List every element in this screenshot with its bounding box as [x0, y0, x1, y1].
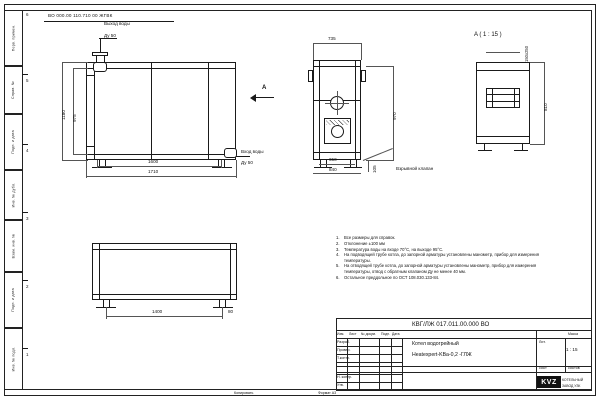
dim-ext-line — [97, 160, 98, 168]
dim-width-outer: 1710 — [148, 169, 159, 174]
top-caption: ВО 000.00 110.710 00 ЖГВК — [48, 13, 113, 18]
dim-ext-line — [366, 160, 394, 161]
row-mark-4: 4 — [26, 148, 29, 153]
main-view-panel-line — [208, 62, 209, 160]
dim-line-width-inner — [97, 166, 221, 167]
detail-base-line — [514, 150, 528, 151]
note-number: 1. — [336, 235, 340, 240]
margin-cell-6 — [4, 328, 22, 390]
note-item — [336, 241, 548, 246]
row-divider — [22, 348, 28, 349]
section-base-line — [344, 167, 362, 168]
title-block-rowline — [336, 346, 402, 347]
section-arrow-head — [250, 94, 256, 102]
dim-ext-line — [530, 62, 545, 63]
note-text: На подводящей трубе котла, до запорной арматуры установлены манометр, прибор для измерения температуры. — [344, 252, 539, 263]
note-number: 3. — [336, 246, 340, 252]
row-mark-5: 5 — [26, 78, 29, 83]
main-view-top-edge — [86, 68, 236, 69]
note-text: Все размеры для справок. — [344, 235, 396, 240]
company-line1: КОТЕЛЬНЫЙ — [562, 378, 584, 382]
margin-cell-1 — [4, 66, 22, 114]
dim-ext-line — [86, 160, 87, 178]
company-line2: ЗАВОД УЗК — [562, 384, 581, 388]
bottom-view-line — [92, 249, 237, 250]
dim-line-bottom-width — [106, 316, 222, 317]
note-number: 5. — [336, 263, 340, 269]
dim-ext-line — [236, 160, 237, 178]
outlet-size-label: Ду 50 — [104, 33, 116, 38]
row-divider — [22, 212, 28, 213]
main-view-outline — [86, 62, 236, 160]
bottom-view-line — [92, 294, 237, 295]
bottom-view-leg — [225, 300, 226, 307]
row-label-nkontr: Н. контр. — [337, 375, 352, 379]
title-block-divider — [336, 366, 592, 367]
valve-label: Взрывной клапан — [396, 166, 434, 171]
product-name-line1: Котел водогрейный — [412, 341, 459, 347]
row-label-prover: Провер. — [337, 348, 351, 352]
product-name-line2: Heatexpert-KBa-0,2 -ГЛЖ — [412, 352, 472, 358]
title-block-left — [336, 318, 337, 390]
dim-height-inner: 975 — [72, 114, 77, 122]
dim-bottom-width: 1400 — [152, 309, 163, 314]
inlet-label-leader — [236, 156, 250, 157]
note-text: Температура воды на входе 70°С, на выходе 95°С. — [344, 246, 444, 252]
section-arrow-label: A — [262, 85, 267, 91]
section-side-flange-left — [308, 70, 313, 82]
margin-cell-0 — [4, 10, 22, 66]
notes-list — [336, 235, 548, 280]
note-item — [336, 263, 548, 274]
note-item — [336, 252, 548, 263]
margin-cell-4 — [4, 220, 22, 272]
title-block-rowline — [336, 354, 402, 355]
row-mark-2: 2 — [26, 284, 29, 289]
inlet-label: Вход воды — [241, 149, 264, 154]
margin-cell-label: Инв. № подл. — [11, 346, 16, 372]
note-number: 4. — [336, 252, 340, 258]
col-header-data: Дата — [392, 332, 400, 336]
bottom-view-leg — [219, 300, 220, 307]
title-block-vline — [536, 330, 537, 338]
outlet-label-leader — [99, 38, 117, 39]
sheets-label: Листов — [568, 366, 580, 370]
row-mark-3: 3 — [26, 216, 29, 221]
section-leg — [356, 160, 357, 167]
note-text: На отводящей трубе котла, до запорной арматуры установлены манометр, прибор для измерения температуры, отвод с обратным клапаном Ду не менее 40 мм. — [344, 263, 537, 274]
title-block-divider — [336, 330, 592, 331]
dim-ext-line — [221, 160, 222, 168]
dim-line-section-top — [313, 43, 361, 44]
inlet-size-label: Ду 50 — [241, 160, 253, 165]
dim-bottom-right: 80 — [228, 309, 234, 314]
main-view-base-line — [212, 167, 232, 168]
format-note: Формат A3 — [318, 391, 337, 395]
dim-ext-line — [73, 68, 88, 69]
dim-line-section-inner — [319, 164, 355, 165]
main-view-panel-line — [151, 62, 152, 160]
detail-inner-line — [476, 70, 530, 71]
title-block-rowline — [336, 362, 402, 363]
bottom-view-line — [99, 243, 100, 300]
dim-ext-line — [313, 43, 314, 60]
copy-note: Копировать — [234, 391, 254, 395]
dim-ext-line — [530, 144, 545, 145]
section-view-inner-line — [313, 66, 361, 67]
row-divider — [22, 144, 28, 145]
detail-view-title: A ( 1 : 15 ) — [474, 32, 502, 38]
detail-panel-line — [492, 88, 493, 108]
dim-ext-line — [366, 66, 394, 67]
note-item — [336, 247, 548, 252]
dim-height-outer: 1180 — [61, 110, 66, 120]
dim-detail-top: 150x250 — [524, 45, 529, 62]
row-divider — [22, 280, 28, 281]
row-mark-1: 1 — [26, 352, 29, 357]
main-view-leg — [224, 160, 225, 167]
row-label-utv: Утв. — [337, 383, 344, 387]
main-view-bottom-edge — [86, 154, 236, 155]
margin-cell-label: Подп. и дата — [11, 288, 16, 312]
outlet-flange — [92, 52, 108, 56]
margin-cell-2 — [4, 114, 22, 170]
dim-line-detail-top — [486, 52, 520, 53]
bottom-view-line — [230, 243, 231, 300]
bottom-view-base — [213, 307, 233, 308]
section-view-inner-line — [319, 60, 320, 160]
dim-width-inner: 1600 — [148, 159, 159, 164]
col-header-docum: № докум. — [361, 332, 376, 336]
main-view-base-line — [92, 167, 112, 168]
note-number: 6. — [336, 274, 340, 280]
row-mark-6: 6 — [26, 12, 29, 17]
detail-panel-line — [514, 88, 515, 108]
dim-ext-line — [106, 307, 107, 319]
dim-line-height-inner — [73, 68, 74, 154]
main-view-detail-line — [86, 75, 94, 76]
note-number: 2. — [336, 240, 340, 246]
bottom-view-leg — [109, 300, 110, 307]
dim-section-top: 735 — [328, 36, 336, 41]
margin-cell-label: Подп. и дата — [11, 130, 16, 154]
outlet-leader — [100, 38, 101, 52]
title-block-rowline — [336, 382, 402, 383]
burner-circle — [331, 125, 344, 138]
row-divider — [22, 74, 28, 75]
stage-label: Лит. — [539, 340, 546, 344]
section-side-flange-right — [361, 70, 366, 82]
margin-cell-label: Инв. № дубл. — [11, 182, 15, 208]
dim-line-width-outer — [86, 176, 236, 177]
dim-section-bottom-inner: 650 — [329, 157, 337, 162]
dim-ext-line — [62, 160, 88, 161]
section-view-inner-line — [355, 60, 356, 160]
bottom-view-outline — [92, 243, 237, 300]
title-block-top-border — [336, 318, 592, 319]
margin-cell-label: Взам. инв. № — [11, 233, 16, 259]
title-block-bottom — [336, 390, 592, 391]
row-label-razrab: Разраб. — [337, 340, 350, 344]
dim-ext-line — [73, 154, 88, 155]
company-logo — [537, 376, 561, 388]
note-text: Отклонение ±100 мм — [344, 240, 385, 246]
detail-inner-line — [476, 136, 530, 137]
mass-label: Масса — [568, 332, 579, 336]
title-block-divider — [336, 372, 592, 373]
outlet-label: Выход воды — [104, 21, 130, 26]
bottom-view-leg — [103, 300, 104, 307]
dim-section-bottom-outer: 840 — [329, 167, 337, 172]
col-header-list: Лист — [349, 332, 357, 336]
logo-text: KVZ — [541, 378, 557, 386]
detail-base-line — [478, 150, 492, 151]
col-header-podp: Подп. — [381, 332, 391, 336]
outlet-flange-circle — [93, 62, 107, 72]
note-item — [336, 235, 548, 240]
dim-ext-line — [361, 43, 362, 60]
margin-cell-3 — [4, 170, 22, 220]
note-item — [336, 275, 548, 280]
title-block-divider — [336, 338, 592, 339]
dim-ext-line — [62, 62, 88, 63]
main-view-panel-line — [94, 62, 95, 160]
margin-cell-label: Справ. № — [11, 81, 15, 99]
dim-line-section-outer — [313, 173, 361, 174]
scale-value: 1 : 15 — [566, 347, 578, 352]
col-header-izm: Изм. — [337, 332, 345, 336]
margin-cell-5 — [4, 272, 22, 328]
note-text: Остальное преддольное по ОСТ 108.030.133-84. — [344, 274, 440, 280]
dim-section-right: 970 — [392, 112, 397, 120]
designation-code: КВГ/ЛЖ 017.011.00.000 ВО — [412, 321, 490, 328]
dim-section-small: 105 — [372, 165, 377, 173]
title-block-vline — [565, 338, 566, 372]
dim-ext-line — [222, 307, 223, 319]
sheet-label: Лист — [539, 366, 547, 370]
burner-hatch — [326, 120, 349, 125]
section-view-inner-line — [313, 152, 361, 153]
margin-cell-label: Перв. примен. — [11, 24, 15, 52]
title-block-vline — [402, 338, 403, 390]
dim-detail-right: 810 — [543, 103, 548, 111]
dim-line-small — [368, 160, 369, 172]
section-arrow-line — [254, 97, 274, 98]
main-view-detail-line — [86, 146, 94, 147]
row-label-tkontr: Т.контр. — [337, 356, 351, 360]
center-mark-v — [337, 91, 338, 115]
